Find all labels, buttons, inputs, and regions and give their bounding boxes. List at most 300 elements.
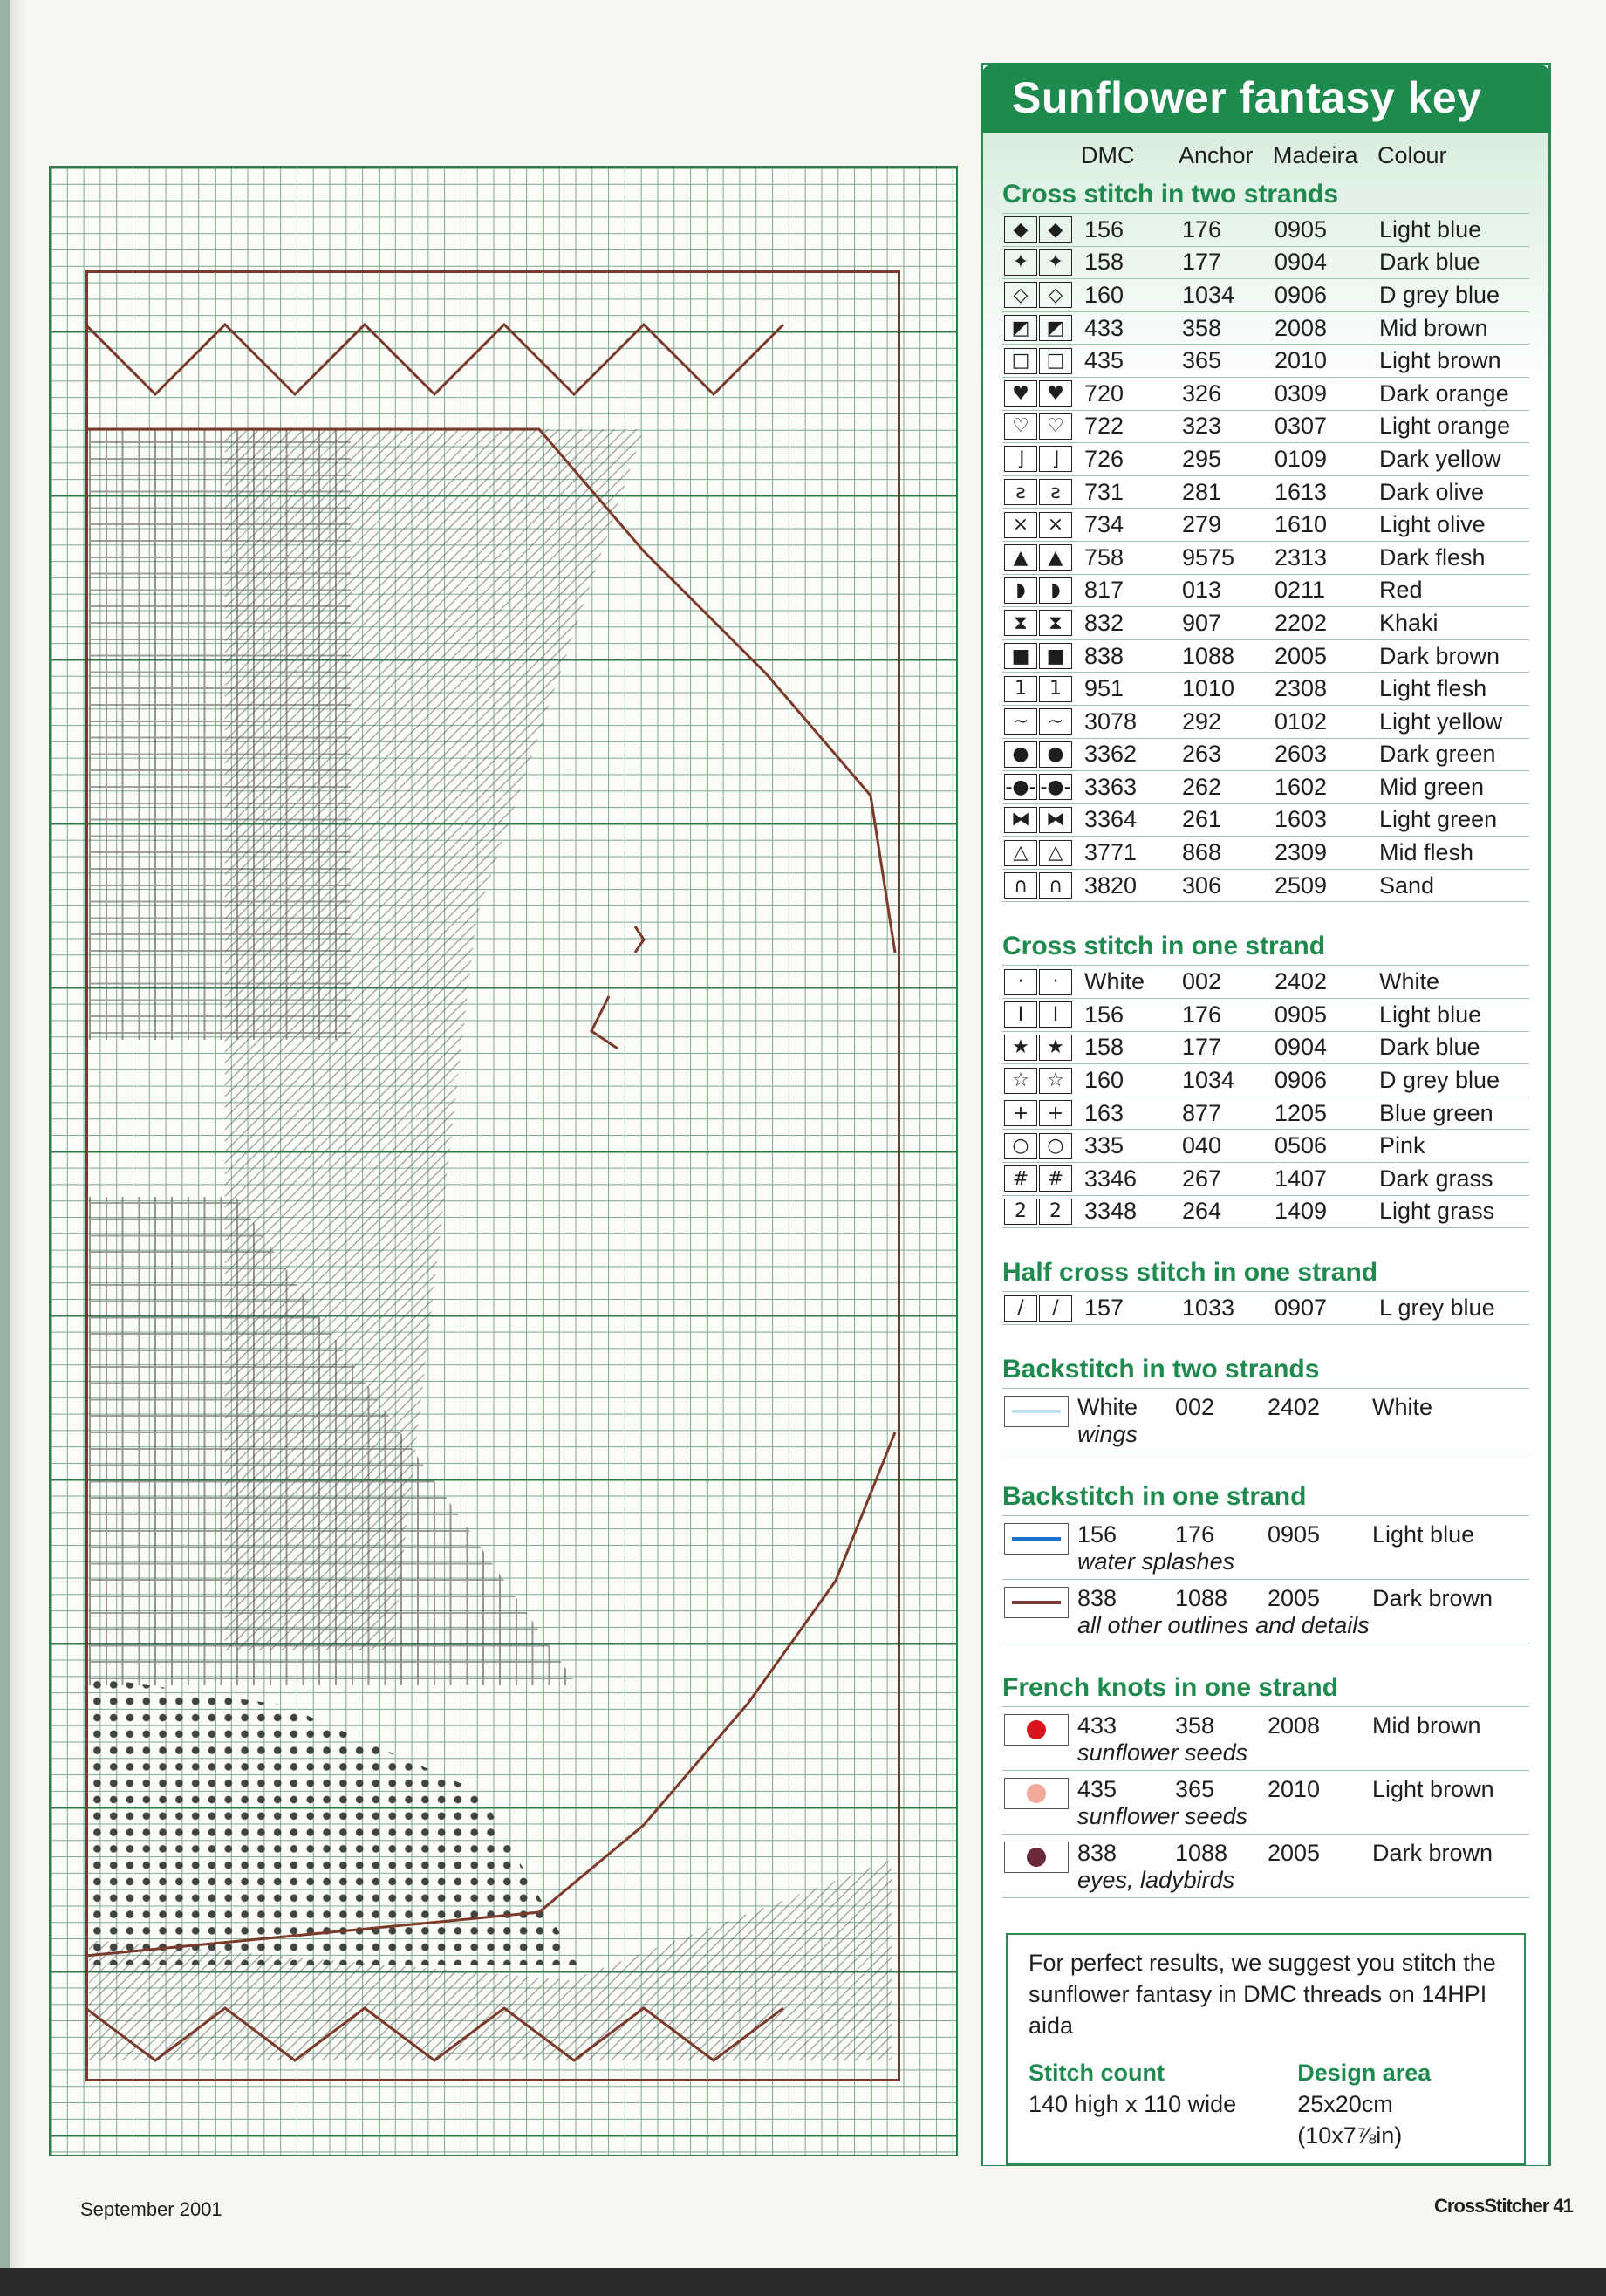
- stitch-symbol-icon: ♥: [1039, 380, 1072, 407]
- french-knot-colour: Dark brown: [1372, 1839, 1493, 1866]
- cross-two-row: [1002, 575, 1529, 608]
- cross-one-madeira: 1407: [1275, 1165, 1328, 1192]
- french-knot-anchor: 365: [1175, 1775, 1215, 1802]
- cross-two-row: [1002, 378, 1529, 411]
- magazine-footer: [1434, 2195, 1573, 2217]
- cross-two-colour: Mid green: [1379, 773, 1485, 800]
- stitch-symbol-icon: ⌋: [1039, 446, 1072, 472]
- stitch-symbol-icon: ✦: [1004, 249, 1037, 276]
- stitch-symbol-icon: ⧗: [1004, 610, 1037, 636]
- cross-two-dmc: 3771: [1084, 839, 1138, 866]
- backstitch-one-swatch: [1004, 1587, 1069, 1618]
- cross-two-madeira: 2603: [1275, 741, 1328, 768]
- cross-one-symbol: [1004, 1035, 1074, 1061]
- stitch-symbol-icon: ▲: [1004, 544, 1037, 571]
- cross-one-row: [1002, 1163, 1529, 1196]
- cross-two-colour: Sand: [1379, 871, 1435, 899]
- stitch-symbol-icon: 2: [1004, 1199, 1037, 1225]
- half-dmc: 157: [1084, 1295, 1124, 1322]
- half-colour: L grey blue: [1379, 1295, 1495, 1322]
- french-knot-dmc: 838: [1077, 1839, 1117, 1866]
- cross-two-dmc: 817: [1084, 577, 1124, 604]
- stitch-symbol-icon: I: [1004, 1001, 1037, 1028]
- cross-two-anchor: 306: [1182, 871, 1222, 899]
- cross-two-symbol: [1004, 676, 1074, 702]
- cross-one-dmc: 158: [1084, 1034, 1124, 1061]
- stitch-symbol-icon: ◗: [1004, 577, 1037, 604]
- cross-two-anchor: 281: [1182, 478, 1222, 505]
- cross-one-madeira: 1409: [1275, 1198, 1328, 1225]
- stitch-symbol-icon: -●-: [1039, 774, 1072, 800]
- cross-one-symbol: [1004, 1133, 1074, 1159]
- cross-one-anchor: 1034: [1182, 1067, 1235, 1094]
- french-knot-row: [1002, 1835, 1529, 1898]
- cross-two-symbol: [1004, 577, 1074, 604]
- french-knot-note: sunflower seeds: [1077, 1802, 1248, 1829]
- cross-two-colour: Light olive: [1379, 511, 1486, 538]
- cross-two-symbol: [1004, 348, 1074, 374]
- cross-two-anchor: 176: [1182, 215, 1222, 243]
- stitch-symbol-icon: ꙅ: [1039, 479, 1072, 505]
- stitch-symbol-icon: △: [1039, 840, 1072, 866]
- cross-two-symbol: [1004, 446, 1074, 472]
- french-knot-swatch: [1004, 1778, 1069, 1809]
- stitch-symbol-icon: ▲: [1039, 544, 1072, 571]
- cross-two-colour: Red: [1379, 577, 1423, 604]
- stitch-symbol-icon: ♡: [1039, 413, 1072, 440]
- french-knot-colour: Mid brown: [1372, 1712, 1481, 1739]
- stitch-symbol-icon: 1: [1004, 676, 1037, 702]
- cross-one-anchor: 002: [1182, 968, 1222, 995]
- cross-two-anchor: 261: [1182, 806, 1222, 833]
- key-title: Sunflower fantasy key: [1012, 73, 1482, 122]
- cross-one-anchor: 267: [1182, 1165, 1222, 1192]
- cross-two-anchor: 1010: [1182, 675, 1235, 702]
- cross-two-colour: Dark brown: [1379, 642, 1500, 669]
- cross-two-row: [1002, 804, 1529, 837]
- cross-one-dmc: 335: [1084, 1132, 1124, 1159]
- stitch-symbol-icon: 2: [1039, 1199, 1072, 1225]
- scan-bottom-edge: [0, 2268, 1606, 2296]
- cross-one-dmc: White: [1084, 968, 1145, 995]
- cross-two-anchor: 295: [1182, 445, 1222, 472]
- backstitch-one-colour: Light blue: [1372, 1520, 1475, 1548]
- french-knot-madeira: 2010: [1268, 1775, 1321, 1802]
- cross-two-dmc: 156: [1084, 215, 1124, 243]
- cross-one-colour: Blue green: [1379, 1099, 1493, 1126]
- cross-two-madeira: 0109: [1275, 445, 1328, 472]
- cross-two-anchor: 262: [1182, 773, 1222, 800]
- cross-two-row: [1002, 345, 1529, 378]
- cross-two-colour: Light yellow: [1379, 707, 1503, 735]
- stitch-symbol-icon: ■: [1039, 643, 1072, 669]
- cross-two-row: [1002, 214, 1529, 247]
- section-french-knots: French knots in one strand: [1002, 1670, 1529, 1707]
- cross-one-anchor: 177: [1182, 1034, 1222, 1061]
- stitch-symbol-icon: ♡: [1004, 413, 1037, 440]
- cross-two-madeira: 0904: [1275, 249, 1328, 276]
- cross-two-dmc: 720: [1084, 379, 1124, 407]
- cross-two-row: [1002, 870, 1529, 903]
- cross-two-colour: Light orange: [1379, 413, 1511, 440]
- section-backstitch-two: Backstitch in two strands: [1002, 1351, 1529, 1389]
- cross-two-row: [1002, 476, 1529, 509]
- stitch-symbol-icon: ●: [1004, 741, 1037, 768]
- cross-one-row: [1002, 966, 1529, 999]
- cross-two-madeira: 1613: [1275, 478, 1328, 505]
- section-backstitch-one: Backstitch in one strand: [1002, 1479, 1529, 1516]
- cross-one-list: [1002, 966, 1529, 1228]
- cross-two-anchor: 9575: [1182, 543, 1235, 571]
- cross-one-row: [1002, 1032, 1529, 1065]
- stitch-symbol-icon: ♥: [1004, 380, 1037, 407]
- french-knot-row: [1002, 1707, 1529, 1771]
- cross-two-anchor: 279: [1182, 511, 1222, 538]
- back-two-colour: White: [1372, 1393, 1433, 1420]
- cross-two-madeira: 2308: [1275, 675, 1328, 702]
- stitch-symbol-icon: #: [1039, 1165, 1072, 1192]
- cross-two-madeira: 0905: [1275, 215, 1328, 243]
- backstitch-one-dmc: 156: [1077, 1520, 1117, 1548]
- cross-one-dmc: 160: [1084, 1067, 1124, 1094]
- cross-two-symbol: [1004, 872, 1074, 899]
- cross-two-colour: Dark yellow: [1379, 445, 1501, 472]
- cross-two-row: [1002, 542, 1529, 575]
- cross-two-madeira: 0102: [1275, 707, 1328, 735]
- cross-two-madeira: 2202: [1275, 609, 1328, 636]
- cross-two-symbol: [1004, 315, 1074, 341]
- cross-one-dmc: 156: [1084, 1001, 1124, 1028]
- stitch-symbol-icon: ☆: [1004, 1068, 1037, 1094]
- stitch-symbol-icon: ·: [1004, 969, 1037, 995]
- cross-one-anchor: 176: [1182, 1001, 1222, 1028]
- cross-two-colour: Mid brown: [1379, 314, 1488, 341]
- cross-two-row: [1002, 279, 1529, 312]
- cross-two-symbol: [1004, 610, 1074, 636]
- cross-two-row: [1002, 706, 1529, 739]
- cross-two-dmc: 758: [1084, 543, 1124, 571]
- backstitch-one-list: [1002, 1516, 1529, 1643]
- backstitch-one-row: [1002, 1516, 1529, 1580]
- cross-two-madeira: 0211: [1275, 577, 1326, 604]
- cross-two-symbol: [1004, 380, 1074, 407]
- stitch-symbol-icon: ⧓: [1039, 807, 1072, 833]
- stitch-count-value: 140 high x 110 wide: [1029, 2090, 1237, 2117]
- cross-two-colour: Dark blue: [1379, 249, 1480, 276]
- cross-two-colour: Dark olive: [1379, 478, 1485, 505]
- cross-two-madeira: 2509: [1275, 871, 1328, 899]
- cross-one-row: [1002, 1196, 1529, 1229]
- half-cross-row: [1002, 1292, 1529, 1325]
- cross-two-anchor: 365: [1182, 347, 1222, 374]
- cross-two-row: [1002, 739, 1529, 772]
- cross-two-anchor: 323: [1182, 413, 1222, 440]
- magazine-brand: CrossStitcher: [1434, 2195, 1549, 2217]
- cross-two-anchor: 292: [1182, 707, 1222, 735]
- cross-two-symbol: [1004, 807, 1074, 833]
- cross-two-row: [1002, 247, 1529, 280]
- cross-two-colour: Khaki: [1379, 609, 1439, 636]
- backstitch-one-note: water splashes: [1077, 1548, 1235, 1575]
- backstitch-two-row: [1002, 1389, 1529, 1452]
- cross-one-row: [1002, 1130, 1529, 1163]
- cross-two-madeira: 1610: [1275, 511, 1328, 538]
- cross-one-symbol: [1004, 1068, 1074, 1094]
- backstitch-one-madeira: 0905: [1268, 1520, 1321, 1548]
- french-knots-list: [1002, 1707, 1529, 1898]
- cross-two-symbol: [1004, 512, 1074, 538]
- cross-two-madeira: 1602: [1275, 773, 1328, 800]
- cross-two-dmc: 951: [1084, 675, 1124, 702]
- cross-two-madeira: 2313: [1275, 543, 1328, 571]
- stitch-symbol-icon: □: [1004, 348, 1037, 374]
- cross-two-symbol: [1004, 708, 1074, 735]
- stitch-symbol-icon: +: [1039, 1100, 1072, 1126]
- stitch-symbol-icon: ◩: [1004, 315, 1037, 341]
- stitch-symbol-icon: ◆: [1004, 216, 1037, 243]
- backstitch-one-row: [1002, 1580, 1529, 1643]
- stitch-symbol-icon: ■: [1004, 643, 1037, 669]
- cross-two-dmc: 734: [1084, 511, 1124, 538]
- column-dmc: DMC: [1081, 142, 1135, 168]
- key-body: [983, 133, 1548, 2165]
- stitch-symbol-icon: ×: [1004, 512, 1037, 538]
- cross-two-row: [1002, 509, 1529, 542]
- cross-two-row: [1002, 443, 1529, 476]
- stitch-symbol-icon: ∩: [1004, 872, 1037, 899]
- stitch-symbol-icon: ✦: [1039, 249, 1072, 276]
- half-cross-icon: /: [1004, 1295, 1037, 1322]
- stitch-symbol-icon: ꙅ: [1004, 479, 1037, 505]
- half-anchor: 1033: [1182, 1295, 1235, 1322]
- cross-two-madeira: 2008: [1275, 314, 1328, 341]
- stitch-symbol-icon: ⧓: [1004, 807, 1037, 833]
- cross-two-colour: Light flesh: [1379, 675, 1487, 702]
- cross-two-dmc: 3078: [1084, 707, 1138, 735]
- stitch-symbol-icon: ○: [1004, 1133, 1037, 1159]
- cross-two-madeira: 2005: [1275, 642, 1328, 669]
- cross-one-colour: Light grass: [1379, 1198, 1495, 1225]
- cross-one-madeira: 0906: [1275, 1067, 1328, 1094]
- stitch-symbol-icon: ·: [1039, 969, 1072, 995]
- stitch-symbol-icon: ◇: [1039, 282, 1072, 308]
- cross-one-madeira: 0905: [1275, 1001, 1328, 1028]
- cross-two-row: [1002, 837, 1529, 870]
- cross-one-madeira: 0904: [1275, 1034, 1328, 1061]
- cross-one-symbol: [1004, 1100, 1074, 1126]
- cross-two-dmc: 435: [1084, 347, 1124, 374]
- stitch-symbol-icon: ∩: [1039, 872, 1072, 899]
- half-madeira: 0907: [1275, 1295, 1328, 1322]
- stitch-symbol-icon: ◆: [1039, 216, 1072, 243]
- cross-two-madeira: 0309: [1275, 379, 1328, 407]
- cross-two-dmc: 832: [1084, 609, 1124, 636]
- cross-two-dmc: 3362: [1084, 741, 1138, 768]
- issue-date: September 2001: [80, 2198, 222, 2220]
- cross-one-symbol: [1004, 969, 1074, 995]
- stitch-symbol-icon: #: [1004, 1165, 1037, 1192]
- cross-two-dmc: 158: [1084, 249, 1124, 276]
- stitch-symbol-icon: ◗: [1039, 577, 1072, 604]
- cross-two-anchor: 358: [1182, 314, 1222, 341]
- cross-two-dmc: 3364: [1084, 806, 1138, 833]
- stitch-symbol-icon: 1: [1039, 676, 1072, 702]
- stitch-symbol-icon: ~: [1039, 708, 1072, 735]
- cross-two-symbol: [1004, 741, 1074, 768]
- cross-one-colour: Light blue: [1379, 1001, 1482, 1028]
- cross-one-madeira: 0506: [1275, 1132, 1328, 1159]
- stitch-chart: [49, 166, 958, 2156]
- french-knot-note: sunflower seeds: [1077, 1739, 1248, 1766]
- french-knot-anchor: 358: [1175, 1712, 1215, 1739]
- cross-two-dmc: 160: [1084, 281, 1124, 308]
- cross-two-symbol: [1004, 774, 1074, 800]
- stitch-symbol-icon: ⌋: [1004, 446, 1037, 472]
- stitch-symbol-icon: ×: [1039, 512, 1072, 538]
- stitch-symbol-icon: ★: [1039, 1035, 1072, 1061]
- backstitch-one-note: all other outlines and details: [1077, 1611, 1370, 1638]
- cross-one-row: [1002, 999, 1529, 1032]
- cross-two-anchor: 263: [1182, 741, 1222, 768]
- stitch-symbol-icon: ⧗: [1039, 610, 1072, 636]
- cross-two-dmc: 731: [1084, 478, 1124, 505]
- cross-two-symbol: [1004, 544, 1074, 571]
- cross-one-colour: Dark grass: [1379, 1165, 1493, 1192]
- cross-two-colour: Dark flesh: [1379, 543, 1486, 571]
- french-knot-colour: Light brown: [1372, 1775, 1494, 1802]
- backstitch-white-swatch: [1004, 1396, 1069, 1427]
- cross-one-anchor: 264: [1182, 1198, 1222, 1225]
- cross-one-symbol: [1004, 1165, 1074, 1192]
- cross-two-madeira: 0307: [1275, 413, 1328, 440]
- cross-two-dmc: 3820: [1084, 871, 1138, 899]
- cross-two-anchor: 1034: [1182, 281, 1235, 308]
- stitch-symbol-icon: □: [1039, 348, 1072, 374]
- column-anchor: Anchor: [1179, 142, 1254, 168]
- cross-two-symbol: [1004, 840, 1074, 866]
- cross-two-colour: Dark orange: [1379, 379, 1509, 407]
- page-number: 41: [1553, 2195, 1573, 2217]
- stitch-symbol-icon: ◩: [1039, 315, 1072, 341]
- cross-two-row: [1002, 411, 1529, 444]
- cross-two-dmc: 726: [1084, 445, 1124, 472]
- cross-two-symbol: [1004, 216, 1074, 243]
- backstitch-one-swatch: [1004, 1523, 1069, 1555]
- column-madeira: Madeira: [1273, 142, 1358, 168]
- cross-two-anchor: 177: [1182, 249, 1222, 276]
- cross-two-symbol: [1004, 282, 1074, 308]
- french-knot-madeira: 2005: [1268, 1839, 1321, 1866]
- cross-two-list: [1002, 214, 1529, 902]
- cross-two-madeira: 2010: [1275, 347, 1328, 374]
- cross-one-anchor: 040: [1182, 1132, 1222, 1159]
- cross-two-anchor: 868: [1182, 839, 1222, 866]
- cross-two-colour: Dark green: [1379, 741, 1496, 768]
- back-two-anchor: 002: [1175, 1393, 1215, 1420]
- cross-one-row: [1002, 1064, 1529, 1097]
- cross-two-colour: Light brown: [1379, 347, 1501, 374]
- cross-two-colour: D grey blue: [1379, 281, 1500, 308]
- section-cross-two-strands: Cross stitch in two strands: [1002, 176, 1529, 214]
- stitch-symbol-icon: △: [1004, 840, 1037, 866]
- half-cross-symbol: [1004, 1295, 1074, 1322]
- stitch-symbol-icon: ◇: [1004, 282, 1037, 308]
- cross-one-row: [1002, 1097, 1529, 1131]
- backstitch-one-madeira: 2005: [1268, 1584, 1321, 1611]
- backstitch-one-dmc: 838: [1077, 1584, 1117, 1611]
- cross-two-anchor: 013: [1182, 577, 1222, 604]
- cross-two-madeira: 0906: [1275, 281, 1328, 308]
- french-knot-dmc: 433: [1077, 1712, 1117, 1739]
- cross-two-colour: Light green: [1379, 806, 1498, 833]
- cross-two-anchor: 907: [1182, 609, 1222, 636]
- stitching-note-box: [1006, 1933, 1526, 2165]
- chart-outlines: [51, 167, 956, 2155]
- cross-one-colour: D grey blue: [1379, 1067, 1500, 1094]
- stitch-symbol-icon: ☆: [1039, 1068, 1072, 1094]
- previous-page-edge: [0, 0, 10, 2296]
- cross-one-anchor: 877: [1182, 1099, 1222, 1126]
- cross-one-madeira: 2402: [1275, 968, 1328, 995]
- cross-one-colour: Pink: [1379, 1132, 1425, 1159]
- design-area-label: Design area: [1297, 2059, 1432, 2086]
- stitch-symbol-icon: ●: [1039, 741, 1072, 768]
- cross-two-dmc: 3363: [1084, 773, 1138, 800]
- backstitch-one-anchor: 1088: [1175, 1584, 1228, 1611]
- key-header: [981, 63, 1551, 133]
- back-two-note: wings: [1077, 1420, 1138, 1447]
- cross-two-dmc: 838: [1084, 642, 1124, 669]
- thread-key-panel: [981, 63, 1551, 2166]
- french-knot-swatch: [1004, 1714, 1069, 1746]
- cross-one-dmc: 3348: [1084, 1198, 1138, 1225]
- backstitch-one-anchor: 176: [1175, 1520, 1215, 1548]
- stitch-symbol-icon: ○: [1039, 1133, 1072, 1159]
- cross-two-colour: Light blue: [1379, 215, 1482, 243]
- cross-two-row: [1002, 673, 1529, 706]
- section-cross-one-strand: Cross stitch in one strand: [1002, 928, 1529, 966]
- stitch-symbol-icon: ★: [1004, 1035, 1037, 1061]
- stitch-symbol-icon: ~: [1004, 708, 1037, 735]
- cross-one-dmc: 3346: [1084, 1165, 1138, 1192]
- stitch-count-label: Stitch count: [1029, 2059, 1165, 2086]
- cross-two-anchor: 1088: [1182, 642, 1235, 669]
- note-text: For perfect results, we suggest you stitch the sunflower fantasy in DMC threads on 14HPI aida: [1029, 1949, 1496, 2039]
- cross-one-colour: Dark blue: [1379, 1034, 1480, 1061]
- cross-one-symbol: [1004, 1001, 1074, 1028]
- cross-two-row: [1002, 771, 1529, 804]
- cross-two-madeira: 2309: [1275, 839, 1328, 866]
- half-cross-icon: /: [1039, 1295, 1072, 1322]
- french-knot-swatch: [1004, 1842, 1069, 1873]
- cross-one-symbol: [1004, 1199, 1074, 1225]
- back-two-madeira: 2402: [1268, 1393, 1321, 1420]
- stitch-symbol-icon: -●-: [1004, 774, 1037, 800]
- stitch-symbol-icon: +: [1004, 1100, 1037, 1126]
- cross-two-symbol: [1004, 249, 1074, 276]
- cross-two-anchor: 326: [1182, 379, 1222, 407]
- stitch-symbol-icon: I: [1039, 1001, 1072, 1028]
- french-knot-note: eyes, ladybirds: [1077, 1866, 1235, 1893]
- cross-two-symbol: [1004, 479, 1074, 505]
- key-column-headers: [1002, 133, 1529, 169]
- cross-two-dmc: 722: [1084, 413, 1124, 440]
- column-colour: Colour: [1377, 142, 1447, 168]
- cross-two-row: [1002, 607, 1529, 640]
- design-area-value: 25x20cm (10x7⅞in): [1297, 2090, 1403, 2149]
- section-half-cross: Half cross stitch in one strand: [1002, 1254, 1529, 1292]
- cross-two-symbol: [1004, 643, 1074, 669]
